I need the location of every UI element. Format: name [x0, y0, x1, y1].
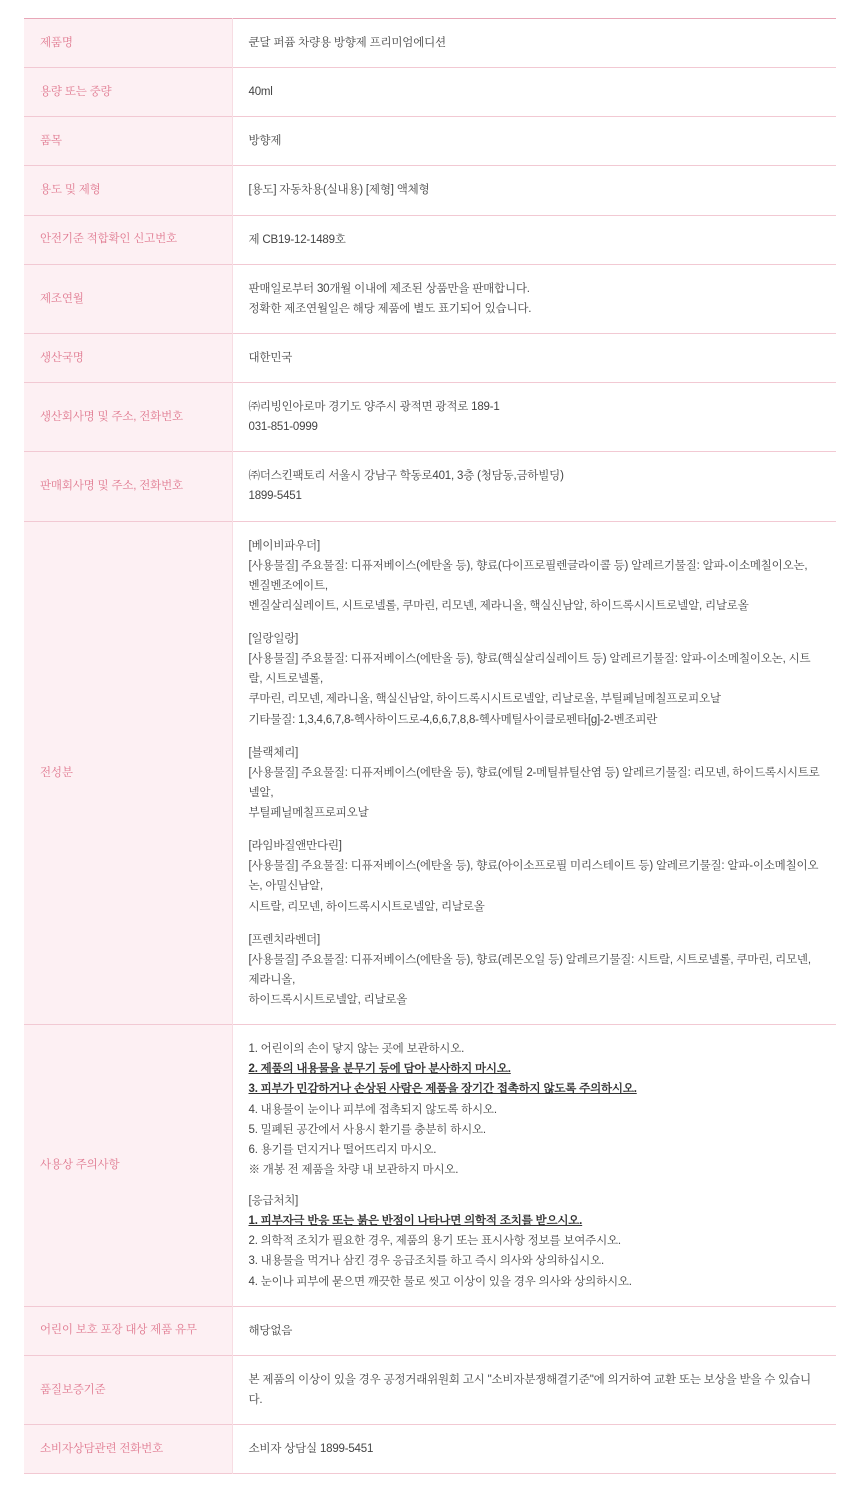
caution-group [249, 1191, 821, 1292]
spec-value-line: 제 CB19-12-1489호 [248, 233, 346, 246]
spec-label: 제조연월 [24, 264, 232, 333]
spec-label: 용도 및 제형 [24, 166, 232, 215]
spec-value [232, 333, 836, 382]
spec-value [232, 68, 836, 117]
spec-label: 품목 [24, 117, 232, 166]
spec-label: 생산국명 [24, 333, 232, 382]
spec-value-line: 정확한 제조연월일은 해당 제품에 별도 표기되어 있습니다. [248, 302, 532, 315]
spec-value-line: 소비자 상담실 1899-5451 [248, 1443, 374, 1455]
spec-label: 품질보증기준 [24, 1355, 232, 1424]
caution-item: 4. 눈이나 피부에 묻으면 깨끗한 물로 씻고 이상이 있을 경우 의사와 상의하시오. [248, 1275, 632, 1288]
spec-value [232, 452, 836, 521]
table-row [24, 19, 836, 68]
table-row [24, 521, 836, 1025]
ingredient-block [249, 536, 821, 617]
caution-item: 4. 내용물이 눈이나 피부에 접촉되지 않도록 하시오. [248, 1103, 497, 1116]
spec-value [232, 215, 836, 264]
ingredient-block-line: 벤질살리실레이트, 시트로넬롤, 쿠마린, 리모넨, 제라니올, 핵실신남알, 하이드록시시트로넬알, 리날로올 [248, 599, 749, 612]
ingredient-block-title: [베이비파우더] [248, 539, 320, 552]
ingredient-block-line: [사용물질] 주요물질: 디퓨저베이스(에탄올 등), 향료(레몬오일 등) 알레르기물질: 시트랄, 시트로넬롤, 쿠마린, 리모넨, 제라니올, [248, 953, 811, 986]
spec-value-line: 대한민국 [248, 351, 293, 364]
ingredient-block-line: 하이드록시시트로넬알, 리날로올 [248, 994, 408, 1006]
table-row [24, 333, 836, 382]
table-row [24, 117, 836, 166]
spec-label: 어린이 보호 포장 대상 제품 유무 [24, 1306, 232, 1355]
table-row [24, 215, 836, 264]
spec-value [232, 117, 836, 166]
spec-label: 제품명 [24, 19, 232, 68]
spec-value-line: 031-851-0999 [248, 421, 318, 434]
spec-value-line: ㈜더스킨팩토리 서울시 강남구 학동로401, 3층 (청담동,금하빌딩) [248, 470, 564, 483]
table-row [24, 1306, 836, 1355]
table-row [24, 383, 836, 452]
caution-item: 2. 제품의 내용물을 분무기 등에 담아 분사하지 마시오. [248, 1063, 511, 1076]
caution-item: 3. 피부가 민감하거나 손상된 사람은 제품을 장기간 접촉하지 않도록 주의하시오. [248, 1083, 637, 1096]
spec-label: 안전기준 적합확인 신고번호 [24, 215, 232, 264]
spec-value [232, 1306, 836, 1355]
ingredient-block-line: 시트랄, 리모넨, 하이드록시시트로넬알, 리날로올 [248, 900, 485, 913]
caution-item: 6. 용기를 던지거나 떨어뜨리지 마시오. [248, 1143, 437, 1156]
ingredient-block [249, 629, 821, 730]
table-row [24, 1025, 836, 1307]
caution-item: ※ 개봉 전 제품을 차량 내 보관하지 마시오. [248, 1163, 459, 1176]
ingredient-block-line: 기타물질: 1,3,4,6,7,8-헥사하이드로-4,6,6,7,8,8-헥사메틸사이클로펜타[g]-2-벤조피란 [248, 713, 658, 726]
caution-item: 3. 내용물을 먹거나 삼킨 경우 응급조치를 하고 즉시 의사와 상의하십시오. [248, 1255, 604, 1268]
caution-item: 1. 피부자극 반응 또는 붉은 반점이 나타나면 의학적 조치를 받으시오. [248, 1215, 583, 1228]
spec-value-line: 본 제품의 이상이 있을 경우 공정거래위원회 고시 "소비자분쟁해결기준"에 의거하여 교환 또는 보상을 받을 수 있습니다. [248, 1373, 811, 1406]
ingredient-block-title: [프렌치라벤더] [248, 933, 320, 946]
spec-value-line: ㈜리빙인아로마 경기도 양주시 광적면 광적로 189-1 [248, 401, 500, 413]
ingredient-block [249, 743, 821, 824]
spec-label: 판매회사명 및 주소, 전화번호 [24, 452, 232, 521]
spec-label: 사용상 주의사항 [24, 1025, 232, 1307]
spec-label: 소비자상담관련 전화번호 [24, 1425, 232, 1474]
caution-group-gap [249, 1180, 821, 1191]
spec-label: 용량 또는 중량 [24, 68, 232, 117]
caution-item: 5. 밀폐된 공간에서 사용시 환기를 충분히 하시오. [248, 1123, 486, 1136]
ingredient-block [249, 836, 821, 917]
spec-value-line: 40ml [248, 86, 273, 99]
ingredient-block-title: [라임바질앤만다린] [248, 840, 342, 853]
ingredient-block-line: 쿠마린, 리모넨, 제라니올, 핵실신남알, 하이드록시시트로넬알, 리날로올, 부틸페닐메칠프로피오날 [248, 693, 721, 706]
ingredient-block-title: [블랙체리] [248, 746, 299, 759]
ingredient-block-title: [일랑일랑] [248, 633, 299, 645]
spec-value-line: 해당없음 [248, 1324, 293, 1337]
caution-item: 1. 어린이의 손이 닿지 않는 곳에 보관하시오. [248, 1043, 465, 1056]
spec-value [232, 1355, 836, 1424]
product-spec-table-body [24, 19, 836, 1474]
ingredient-block-line: [사용물질] 주요물질: 디퓨저베이스(에탄올 등), 향료(핵실살리실레이트 등) 알레르기물질: 알파-이소메칠이오논, 시트랄, 시트로넬롤, [248, 653, 811, 686]
table-row [24, 1355, 836, 1424]
ingredient-block-line: 부틸페닐메칠프로피오날 [248, 807, 369, 819]
ingredient-block-line: [사용물질] 주요물질: 디퓨저베이스(에탄올 등), 향료(다이프로필렌글라이콜 등) 알레르기물질: 알파-이소메칠이오논, 벤질벤조에이트, [248, 559, 808, 592]
table-row [24, 264, 836, 333]
table-row [24, 452, 836, 521]
spec-value [232, 1025, 836, 1307]
spec-value [232, 383, 836, 452]
ingredient-block [249, 930, 821, 1011]
spec-value [232, 19, 836, 68]
spec-value-line: 판매일로부터 30개월 이내에 제조된 상품만을 판매합니다. [248, 282, 530, 295]
spec-value-line: 방향제 [248, 135, 282, 148]
ingredient-block-line: [사용물질] 주요물질: 디퓨저베이스(에탄올 등), 향료(에틸 2-메틸뷰틸산염 등) 알레르기물질: 리모넨, 하이드록시시트로넬알, [248, 766, 820, 799]
spec-value [232, 166, 836, 215]
product-spec-table [24, 18, 836, 1474]
spec-label: 전성분 [24, 521, 232, 1025]
caution-group [249, 1039, 821, 1180]
table-row [24, 166, 836, 215]
spec-value [232, 521, 836, 1025]
spec-value [232, 1425, 836, 1474]
caution-item: 2. 의학적 조치가 필요한 경우, 제품의 용기 또는 표시사항 정보를 보여주시오. [248, 1235, 621, 1248]
caution-group-title: [응급처치] [248, 1195, 299, 1207]
spec-value [232, 264, 836, 333]
spec-label: 생산회사명 및 주소, 전화번호 [24, 383, 232, 452]
spec-value-line: [용도] 자동차용(실내용) [제형] 액체형 [248, 184, 430, 197]
spec-value-line: 1899-5451 [248, 490, 302, 503]
ingredient-block-line: [사용물질] 주요물질: 디퓨저베이스(에탄올 등), 향료(아이소프로필 미리스테이트 등) 알레르기물질: 알파-이소메칠이오논, 아밀신남알, [248, 860, 819, 893]
table-row [24, 1425, 836, 1474]
spec-value-line: 쿤달 퍼퓸 차량용 방향제 프리미엄에디션 [248, 37, 446, 49]
table-row [24, 68, 836, 117]
